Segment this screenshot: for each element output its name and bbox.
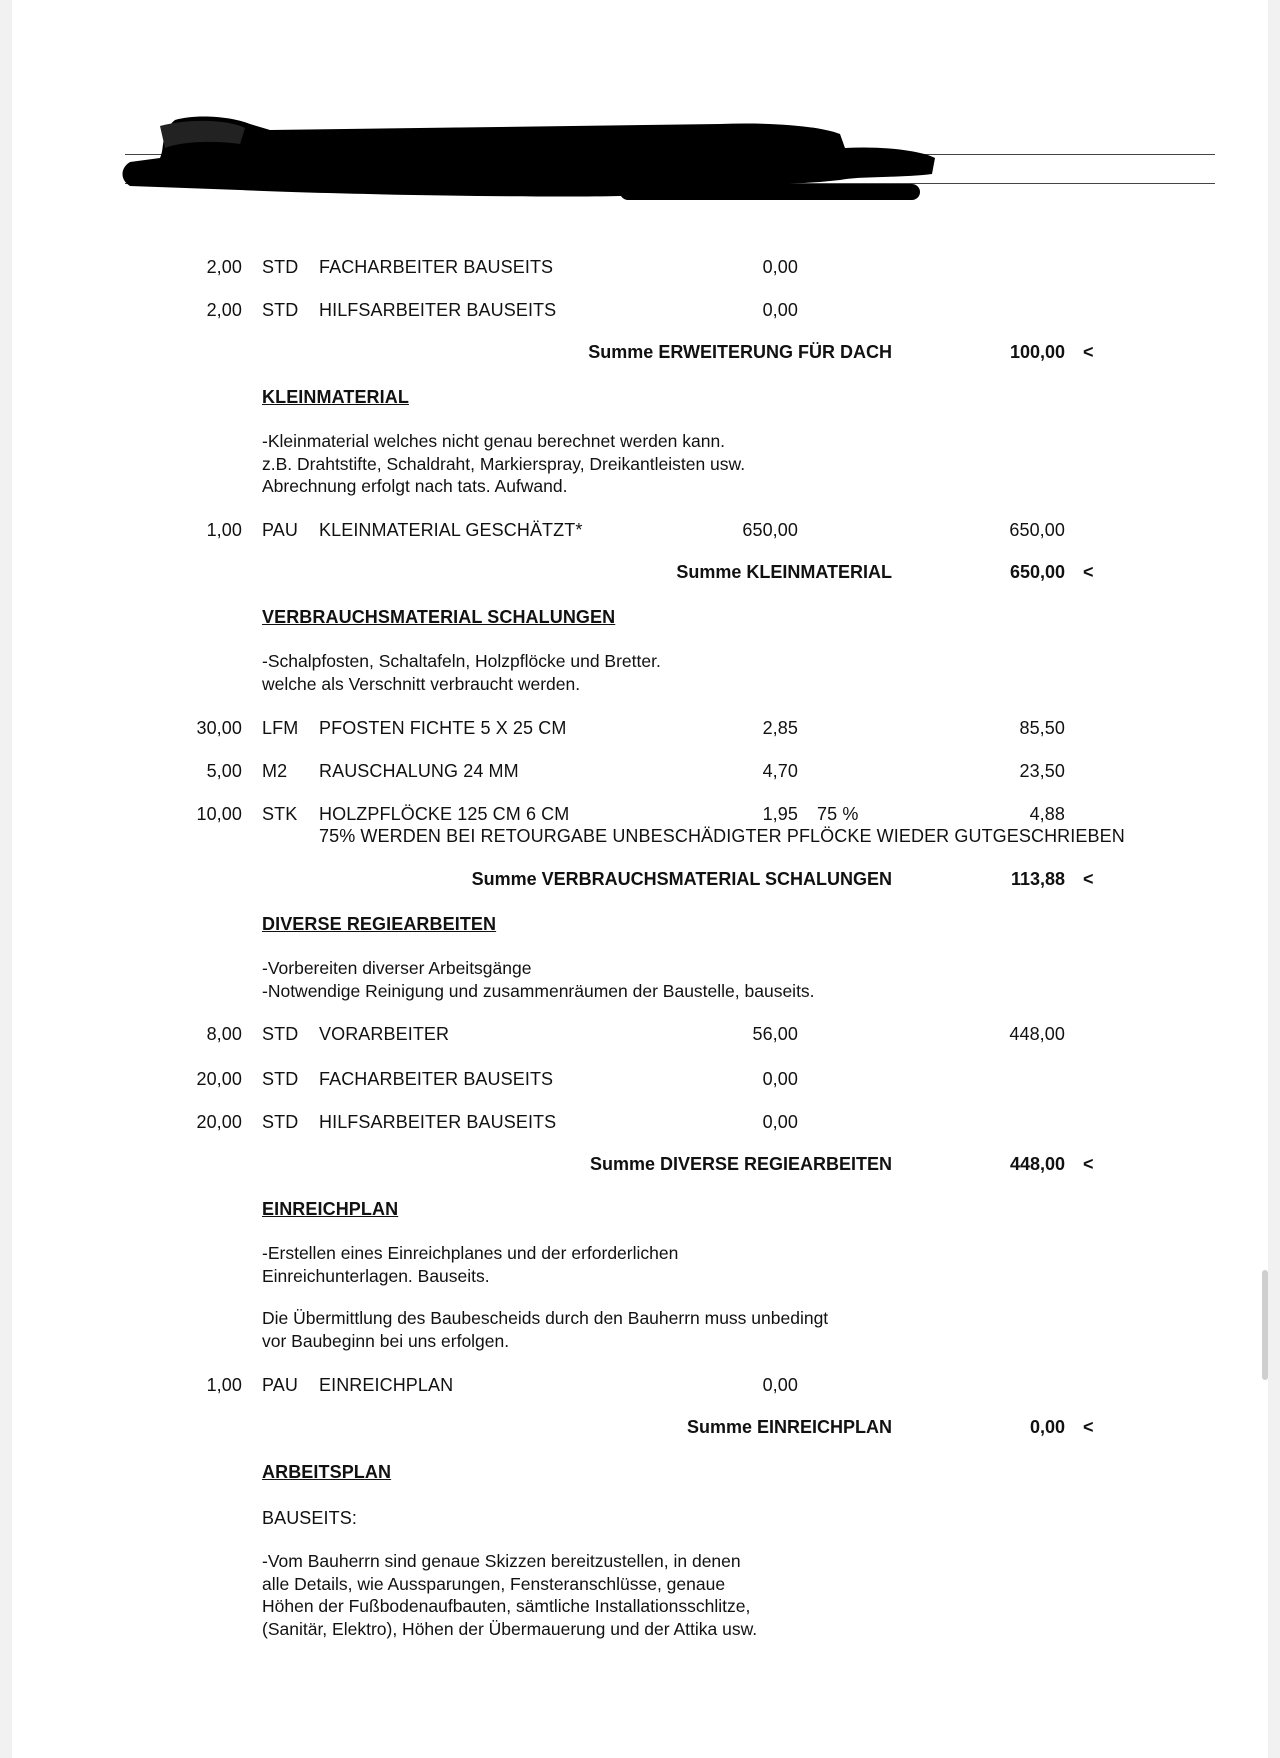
section-description (262, 957, 815, 1002)
sum-value: 0,00 (1029, 1417, 1065, 1437)
section-description (262, 650, 661, 695)
section-heading: VERBRAUCHSMATERIAL SCHALUNGEN (262, 607, 616, 627)
row-note: 75% WERDEN BEI RETOURGABE UNBESCHÄDIGTER PFLÖCKE WIEDER GUTGESCHRIEBEN (319, 826, 1125, 846)
row-description: HILFSARBEITER BAUSEITS (319, 1112, 557, 1132)
row-quantity: 1,00 (206, 520, 242, 540)
description-line: -Erstellen eines Einreichplanes und der erforderlichen (262, 1243, 679, 1263)
description-line: (Sanitär, Elektro), Höhen der Übermauerung und der Attika usw. (262, 1618, 758, 1639)
sum-value: 113,88 (1010, 869, 1065, 889)
row-quantity: 1,00 (206, 1375, 242, 1395)
row-quantity: 5,00 (206, 761, 242, 781)
row-unit-price: 0,00 (762, 300, 798, 320)
row-description: FACHARBEITER BAUSEITS (319, 1069, 554, 1089)
sum-value: 448,00 (1009, 1154, 1065, 1174)
row-unit-price: 2,85 (762, 718, 798, 738)
sum-value: 650,00 (1009, 562, 1065, 582)
section-heading: EINREICHPLAN (262, 1199, 399, 1219)
sum-marker: < (1083, 1417, 1094, 1437)
row-description: EINREICHPLAN (319, 1375, 454, 1395)
description-line: Einreichunterlagen. Bauseits. (262, 1265, 490, 1286)
section-description (262, 430, 745, 498)
row-description: KLEINMATERIAL GESCHÄTZT* (319, 520, 583, 540)
row-unit-price: 0,00 (762, 257, 798, 277)
row-unit: STD (262, 1112, 299, 1132)
row-quantity: 2,00 (206, 300, 242, 320)
section-description (262, 1550, 757, 1640)
row-description: HOLZPFLÖCKE 125 CM 6 CM (319, 804, 570, 824)
sum-label: Summe VERBRAUCHSMATERIAL SCHALUNGEN (471, 869, 892, 889)
row-unit-price: 0,00 (762, 1375, 798, 1395)
sum-label: Summe ERWEITERUNG FÜR DACH (588, 342, 892, 362)
row-total: 23,50 (1019, 761, 1065, 781)
row-unit: STD (262, 300, 299, 320)
description-line: alle Details, wie Aussparungen, Fensteranschlüsse, genaue (262, 1573, 726, 1594)
row-total: 85,50 (1019, 718, 1065, 738)
row-unit-price: 650,00 (742, 520, 798, 540)
section-heading: KLEINMATERIAL (262, 387, 409, 407)
row-quantity: 20,00 (196, 1112, 242, 1132)
description-line: -Kleinmaterial welches nicht genau berechnet werden kann. (262, 431, 726, 451)
row-unit-price: 1,95 (762, 804, 798, 824)
sum-marker: < (1083, 562, 1094, 582)
viewer-margin-right (1268, 0, 1280, 1758)
notice-line: vor Baubeginn bei uns erfolgen. (262, 1330, 510, 1351)
row-description: HILFSARBEITER BAUSEITS (319, 300, 557, 320)
description-line: -Vorbereiten diverser Arbeitsgänge (262, 958, 532, 978)
row-total: 448,00 (1009, 1024, 1065, 1044)
sum-marker: < (1083, 342, 1094, 362)
scrollbar-thumb[interactable] (1262, 1270, 1268, 1380)
row-unit: PAU (262, 520, 298, 540)
sum-value: 100,00 (1009, 342, 1065, 362)
row-unit-price: 0,00 (762, 1069, 798, 1089)
sum-marker: < (1083, 869, 1094, 889)
section-notice (262, 1307, 828, 1352)
row-unit: STD (262, 1024, 299, 1044)
row-description: FACHARBEITER BAUSEITS (319, 257, 554, 277)
row-unit: M2 (262, 761, 288, 781)
notice-line: Die Übermittlung des Baubescheids durch den Bauherrn muss unbedingt (262, 1308, 829, 1328)
viewer-margin-left (0, 0, 12, 1758)
row-unit: STD (262, 1069, 299, 1089)
section-heading: DIVERSE REGIEARBEITEN (262, 914, 497, 934)
sum-label: Summe KLEINMATERIAL (676, 562, 892, 582)
sum-label: Summe DIVERSE REGIEARBEITEN (589, 1154, 892, 1174)
description-line: z.B. Drahtstifte, Schaldraht, Markierspray, Dreikantleisten usw. (262, 453, 746, 474)
section-heading: ARBEITSPLAN (262, 1462, 392, 1482)
description-line: -Vom Bauherrn sind genaue Skizzen bereitzustellen, in denen (262, 1551, 741, 1571)
row-unit: PAU (262, 1375, 298, 1395)
row-description: RAUSCHALUNG 24 MM (319, 761, 519, 781)
description-line: welche als Verschnitt verbraucht werden. (262, 673, 581, 694)
description-line: -Schalpfosten, Schaltafeln, Holzpflöcke und Bretter. (262, 651, 661, 671)
section-description (262, 1242, 678, 1287)
redaction-mark (120, 112, 1060, 207)
row-total: 4,88 (1029, 804, 1065, 824)
row-quantity: 10,00 (196, 804, 242, 824)
row-quantity: 20,00 (196, 1069, 242, 1089)
row-unit: LFM (262, 718, 299, 738)
row-quantity: 8,00 (206, 1024, 242, 1044)
sum-marker: < (1083, 1154, 1094, 1174)
row-discount-percent: 75 % (817, 804, 859, 824)
row-unit: STK (262, 804, 298, 824)
row-description: VORARBEITER (319, 1024, 450, 1044)
row-quantity: 30,00 (196, 718, 242, 738)
row-description: PFOSTEN FICHTE 5 X 25 CM (319, 718, 567, 738)
row-unit-price: 56,00 (752, 1024, 798, 1044)
description-line: Abrechnung erfolgt nach tats. Aufwand. (262, 476, 568, 496)
row-total: 650,00 (1009, 520, 1065, 540)
description-line: Höhen der Fußbodenaufbauten, sämtliche Installationsschlitze, (262, 1596, 751, 1616)
row-unit-price: 0,00 (762, 1112, 798, 1132)
row-unit: STD (262, 257, 299, 277)
sum-label: Summe EINREICHPLAN (686, 1417, 892, 1437)
section-subheading: BAUSEITS: (262, 1508, 357, 1528)
row-unit-price: 4,70 (762, 761, 798, 781)
row-quantity: 2,00 (206, 257, 242, 277)
description-line: -Notwendige Reinigung und zusammenräumen der Baustelle, bauseits. (262, 980, 815, 1001)
